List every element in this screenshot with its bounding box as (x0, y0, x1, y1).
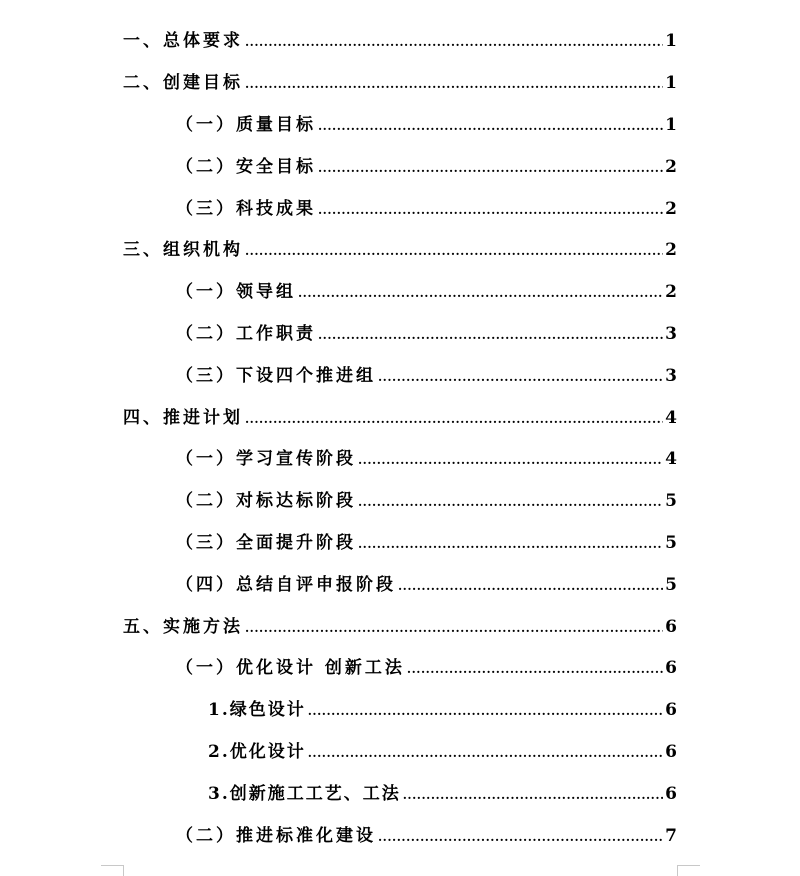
toc-dot-leader (358, 537, 663, 551)
toc-page-number: 2 (665, 156, 677, 177)
toc-entry[interactable] (0, 645, 800, 687)
page-corner-mark-right (677, 865, 700, 876)
toc-entry-title: 2.优化设计 (208, 741, 306, 762)
toc-entry[interactable] (0, 352, 800, 394)
toc-entry-title: （一）领导组 (176, 282, 296, 303)
toc-entry[interactable] (0, 770, 800, 812)
toc-entry-title: （二）推进标准化建设 (176, 825, 376, 846)
table-of-contents (0, 18, 800, 854)
toc-page-number: 5 (665, 532, 677, 553)
toc-entry[interactable] (0, 102, 800, 144)
toc-page-number: 4 (665, 449, 677, 470)
toc-entry-title: （二）对标达标阶段 (176, 491, 356, 512)
toc-dot-leader (398, 579, 663, 593)
toc-page-number: 6 (665, 616, 677, 637)
toc-dot-leader (245, 35, 663, 49)
toc-entry[interactable] (0, 812, 800, 854)
toc-entry-title: （四）总结自评申报阶段 (176, 574, 396, 595)
toc-page-number: 1 (665, 114, 677, 135)
toc-entry-title: 二、创建目标 (123, 73, 243, 94)
toc-dot-leader (407, 662, 663, 676)
toc-dot-leader (308, 704, 663, 718)
toc-entry[interactable] (0, 185, 800, 227)
toc-entry[interactable] (0, 143, 800, 185)
toc-dot-leader (358, 495, 663, 509)
toc-page-number: 6 (665, 783, 677, 804)
toc-entry[interactable] (0, 18, 800, 60)
toc-page-number: 4 (665, 407, 677, 428)
toc-dot-leader (378, 830, 663, 844)
toc-dot-leader (403, 788, 663, 802)
toc-dot-leader (318, 119, 663, 133)
toc-entry-title: （一）优化设计 创新工法 (176, 658, 405, 679)
toc-entry-title: 三、组织机构 (123, 240, 243, 261)
toc-dot-leader (318, 328, 663, 342)
toc-entry-title: （一）学习宣传阶段 (176, 449, 356, 470)
toc-entry-title: （一）质量目标 (176, 114, 316, 135)
toc-entry[interactable] (0, 561, 800, 603)
page-corner-mark-left (101, 865, 124, 876)
toc-entry-title: （三）科技成果 (176, 198, 316, 219)
toc-page-number: 5 (665, 491, 677, 512)
toc-dot-leader (358, 453, 663, 467)
toc-dot-leader (308, 746, 663, 760)
toc-page-number: 2 (665, 240, 677, 261)
toc-entry[interactable] (0, 729, 800, 771)
toc-entry-title: 五、实施方法 (123, 616, 243, 637)
toc-dot-leader (245, 244, 663, 258)
toc-page-number: 6 (665, 658, 677, 679)
toc-page-number: 5 (665, 574, 677, 595)
toc-entry[interactable] (0, 311, 800, 353)
toc-page-number: 3 (665, 365, 677, 386)
toc-entry-title: （二）工作职责 (176, 323, 316, 344)
toc-dot-leader (318, 161, 663, 175)
toc-entry[interactable] (0, 520, 800, 562)
toc-entry[interactable] (0, 687, 800, 729)
toc-entry-title: 四、推进计划 (123, 407, 243, 428)
toc-page-number: 7 (665, 825, 677, 846)
toc-page-number: 2 (665, 282, 677, 303)
toc-entry-title: 3.创新施工工艺、工法 (208, 783, 401, 804)
toc-entry[interactable] (0, 60, 800, 102)
toc-dot-leader (378, 370, 663, 384)
toc-page-number: 2 (665, 198, 677, 219)
toc-dot-leader (318, 203, 663, 217)
toc-entry[interactable] (0, 394, 800, 436)
toc-page-number: 6 (665, 741, 677, 762)
toc-dot-leader (245, 621, 663, 635)
toc-entry[interactable] (0, 269, 800, 311)
toc-page-number: 1 (665, 73, 677, 94)
toc-entry-title: （二）安全目标 (176, 156, 316, 177)
toc-entry-title: （三）下设四个推进组 (176, 365, 376, 386)
toc-dot-leader (298, 286, 663, 300)
toc-entry-title: 1.绿色设计 (208, 700, 306, 721)
toc-entry[interactable] (0, 603, 800, 645)
toc-entry[interactable] (0, 227, 800, 269)
toc-page-number: 3 (665, 323, 677, 344)
toc-entry[interactable] (0, 478, 800, 520)
toc-entry-title: 一、总体要求 (123, 31, 243, 52)
toc-page-number: 6 (665, 700, 677, 721)
toc-dot-leader (245, 77, 663, 91)
toc-page-number: 1 (665, 31, 677, 52)
toc-entry[interactable] (0, 436, 800, 478)
toc-entry-title: （三）全面提升阶段 (176, 532, 356, 553)
toc-dot-leader (245, 412, 663, 426)
